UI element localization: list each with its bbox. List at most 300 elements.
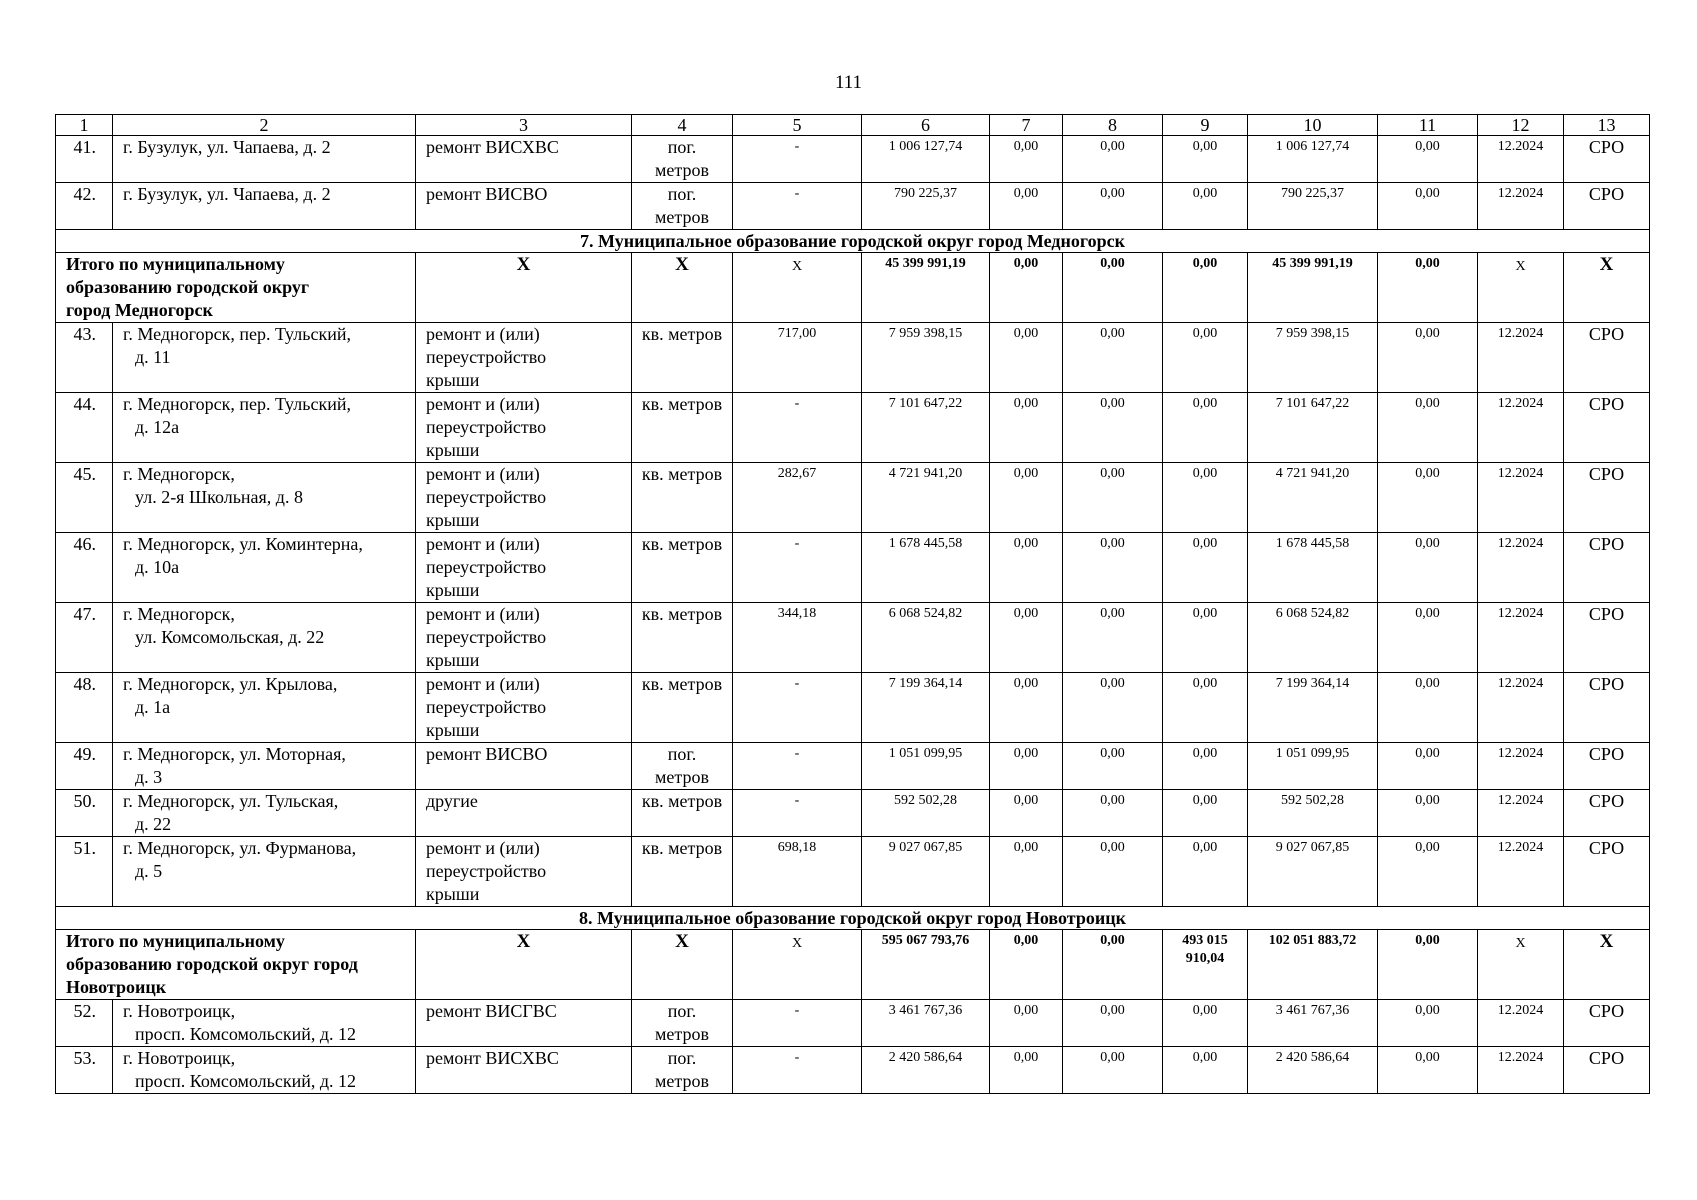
value-c9: 0,00 [1163, 136, 1248, 183]
cell-line: ремонт и (или) [426, 534, 540, 554]
total-row [56, 253, 1650, 323]
value-c9: 0,00 [1163, 790, 1248, 837]
unit-cell [632, 1000, 733, 1047]
address-line: г. Медногорск, пер. Тульский, [123, 394, 351, 414]
value-c7: 0,00 [990, 837, 1063, 907]
value-c5: 717,00 [733, 323, 862, 393]
row-number: 43. [56, 323, 113, 393]
address-line: г. Бузулук, ул. Чапаева, д. 2 [123, 184, 331, 204]
value-c11: 0,00 [1378, 533, 1478, 603]
total-c9 [1163, 930, 1248, 1000]
cell-line: 0,00 [1192, 256, 1218, 271]
value-c11: 0,00 [1378, 183, 1478, 230]
value-c10: 592 502,28 [1248, 790, 1378, 837]
address-line: г. Новотроицк, [123, 1048, 236, 1068]
value-c10: 3 461 767,36 [1248, 1000, 1378, 1047]
cell-line: ремонт ВИСХВС [426, 1048, 559, 1068]
total-label [56, 253, 416, 323]
value-c6: 7 959 398,15 [862, 323, 990, 393]
value-c6: 7 101 647,22 [862, 393, 990, 463]
address-line: г. Бузулук, ул. Чапаева, д. 2 [123, 137, 331, 157]
address-cell [113, 603, 416, 673]
address-cell [113, 463, 416, 533]
address-cell [113, 1047, 416, 1094]
value-c10: 7 199 364,14 [1248, 673, 1378, 743]
value-c11: 0,00 [1378, 673, 1478, 743]
cell-line: метров [655, 767, 709, 787]
cell-line: кв. метров [641, 838, 723, 858]
value-c6: 6 068 524,82 [862, 603, 990, 673]
value-c8: 0,00 [1063, 183, 1163, 230]
address-cell [113, 323, 416, 393]
total-c7: 0,00 [990, 253, 1063, 323]
address-line: д. 3 [135, 767, 163, 787]
value-c6: 592 502,28 [862, 790, 990, 837]
value-c12: 12.2024 [1478, 463, 1564, 533]
work-type-cell [416, 463, 632, 533]
cell-line: ремонт и (или) [426, 324, 540, 344]
executor-cell: СРО [1564, 136, 1650, 183]
value-c10: 1 051 099,95 [1248, 743, 1378, 790]
value-c11: 0,00 [1378, 323, 1478, 393]
cell-line: пог. [667, 1001, 697, 1021]
cell-line: ремонт ВИСХВС [426, 137, 559, 157]
value-c9: 0,00 [1163, 743, 1248, 790]
cell-line: крыши [426, 510, 480, 530]
total-c12: Х [1478, 930, 1564, 1000]
table-row [56, 183, 1650, 230]
column-header: 11 [1378, 115, 1478, 136]
value-c8: 0,00 [1063, 533, 1163, 603]
cell-line: крыши [426, 650, 480, 670]
value-c12: 12.2024 [1478, 673, 1564, 743]
cell-line: переустройство [426, 347, 547, 367]
value-c12: 12.2024 [1478, 183, 1564, 230]
value-c9: 0,00 [1163, 1000, 1248, 1047]
value-c6: 3 461 767,36 [862, 1000, 990, 1047]
cell-line: крыши [426, 440, 480, 460]
address-line: д. 10а [135, 557, 180, 577]
value-c8: 0,00 [1063, 323, 1163, 393]
total-c11: 0,00 [1378, 253, 1478, 323]
cell-line: метров [655, 1071, 709, 1091]
cell-line: образованию городской округ [66, 277, 310, 297]
unit-cell [632, 533, 733, 603]
table-row [56, 603, 1650, 673]
value-c5: - [733, 1000, 862, 1047]
row-number: 46. [56, 533, 113, 603]
address-cell [113, 136, 416, 183]
total-c10: 102 051 883,72 [1248, 930, 1378, 1000]
total-col-3: Х [416, 930, 632, 1000]
value-c10: 4 721 941,20 [1248, 463, 1378, 533]
value-c11: 0,00 [1378, 743, 1478, 790]
section-title: 7. Муниципальное образование городской округ город Медногорск [56, 230, 1650, 253]
value-c8: 0,00 [1063, 463, 1163, 533]
cell-line: кв. метров [641, 394, 723, 414]
value-c12: 12.2024 [1478, 136, 1564, 183]
unit-cell [632, 603, 733, 673]
table-row [56, 1047, 1650, 1094]
column-header: 10 [1248, 115, 1378, 136]
row-number: 47. [56, 603, 113, 673]
column-header: 1 [56, 115, 113, 136]
value-c11: 0,00 [1378, 1047, 1478, 1094]
address-cell [113, 790, 416, 837]
column-header: 12 [1478, 115, 1564, 136]
executor-cell: СРО [1564, 1047, 1650, 1094]
executor-cell: СРО [1564, 323, 1650, 393]
row-number: 42. [56, 183, 113, 230]
address-line: г. Новотроицк, [123, 1001, 236, 1021]
cell-line: метров [655, 207, 709, 227]
total-c12: Х [1478, 253, 1564, 323]
cell-line: крыши [426, 370, 480, 390]
row-number: 53. [56, 1047, 113, 1094]
value-c10: 1 006 127,74 [1248, 136, 1378, 183]
cell-line: метров [655, 160, 709, 180]
value-c8: 0,00 [1063, 1000, 1163, 1047]
cell-line: ремонт и (или) [426, 464, 540, 484]
header-row [56, 115, 1650, 136]
value-c9: 0,00 [1163, 1047, 1248, 1094]
value-c6: 790 225,37 [862, 183, 990, 230]
value-c5: - [733, 743, 862, 790]
page-number: 111 [834, 72, 863, 93]
table-row [56, 533, 1650, 603]
cell-line: крыши [426, 720, 480, 740]
cell-line: кв. метров [641, 324, 723, 344]
total-col-5: Х [733, 253, 862, 323]
row-number: 41. [56, 136, 113, 183]
value-c9: 0,00 [1163, 463, 1248, 533]
value-c6: 9 027 067,85 [862, 837, 990, 907]
value-c9: 0,00 [1163, 393, 1248, 463]
cell-line: образованию городской округ город [66, 954, 358, 974]
value-c7: 0,00 [990, 533, 1063, 603]
value-c10: 9 027 067,85 [1248, 837, 1378, 907]
unit-cell [632, 323, 733, 393]
value-c8: 0,00 [1063, 673, 1163, 743]
column-header: 9 [1163, 115, 1248, 136]
executor-cell: СРО [1564, 790, 1650, 837]
address-line: просп. Комсомольский, д. 12 [135, 1024, 357, 1044]
value-c9: 0,00 [1163, 837, 1248, 907]
address-line: г. Медногорск, ул. Коминтерна, [123, 534, 363, 554]
cell-line: кв. метров [641, 464, 723, 484]
cell-line: Итого по муниципальному [66, 931, 285, 951]
column-header: 3 [416, 115, 632, 136]
cell-line: переустройство [426, 627, 547, 647]
row-number: 50. [56, 790, 113, 837]
value-c8: 0,00 [1063, 743, 1163, 790]
value-c7: 0,00 [990, 743, 1063, 790]
value-c5: - [733, 136, 862, 183]
value-c7: 0,00 [990, 1000, 1063, 1047]
value-c12: 12.2024 [1478, 743, 1564, 790]
value-c5: - [733, 393, 862, 463]
total-row [56, 930, 1650, 1000]
value-c7: 0,00 [990, 1047, 1063, 1094]
work-type-cell [416, 837, 632, 907]
cell-line: ремонт и (или) [426, 394, 540, 414]
value-c12: 12.2024 [1478, 393, 1564, 463]
value-c11: 0,00 [1378, 463, 1478, 533]
executor-cell: СРО [1564, 837, 1650, 907]
value-c7: 0,00 [990, 790, 1063, 837]
cell-line: ремонт и (или) [426, 604, 540, 624]
value-c9: 0,00 [1163, 533, 1248, 603]
table-row [56, 743, 1650, 790]
value-c7: 0,00 [990, 323, 1063, 393]
value-c5: - [733, 790, 862, 837]
value-c8: 0,00 [1063, 136, 1163, 183]
row-number: 52. [56, 1000, 113, 1047]
address-line: д. 11 [135, 347, 171, 367]
total-c8: 0,00 [1063, 253, 1163, 323]
value-c5: - [733, 1047, 862, 1094]
column-header: 6 [862, 115, 990, 136]
cell-line: ремонт и (или) [426, 838, 540, 858]
row-number: 44. [56, 393, 113, 463]
address-line: г. Медногорск, ул. Моторная, [123, 744, 346, 764]
value-c7: 0,00 [990, 183, 1063, 230]
work-type-cell [416, 743, 632, 790]
total-col-4: Х [632, 253, 733, 323]
cell-line: город Медногорск [66, 300, 213, 320]
address-line: г. Медногорск, ул. Тульская, [123, 791, 339, 811]
address-line: г. Медногорск, [123, 464, 235, 484]
cell-line: переустройство [426, 417, 547, 437]
value-c9: 0,00 [1163, 673, 1248, 743]
work-type-cell [416, 1000, 632, 1047]
cell-line: 910,04 [1185, 951, 1225, 966]
total-col-5: Х [733, 930, 862, 1000]
value-c12: 12.2024 [1478, 1000, 1564, 1047]
value-c5: 698,18 [733, 837, 862, 907]
table-body [56, 115, 1650, 1094]
address-cell [113, 393, 416, 463]
unit-cell [632, 1047, 733, 1094]
total-c6: 45 399 991,19 [862, 253, 990, 323]
address-cell [113, 673, 416, 743]
unit-cell [632, 393, 733, 463]
cell-line: пог. [667, 744, 697, 764]
cell-line: Новотроицк [66, 977, 167, 997]
total-c13: Х [1564, 253, 1650, 323]
value-c9: 0,00 [1163, 603, 1248, 673]
value-c7: 0,00 [990, 463, 1063, 533]
cell-line: пог. [667, 137, 697, 157]
value-c8: 0,00 [1063, 790, 1163, 837]
total-c7: 0,00 [990, 930, 1063, 1000]
value-c6: 1 678 445,58 [862, 533, 990, 603]
value-c12: 12.2024 [1478, 790, 1564, 837]
value-c9: 0,00 [1163, 323, 1248, 393]
cell-line: метров [655, 1024, 709, 1044]
row-number: 49. [56, 743, 113, 790]
column-header: 4 [632, 115, 733, 136]
value-c6: 1 006 127,74 [862, 136, 990, 183]
repair-program-table [55, 114, 1650, 1094]
value-c11: 0,00 [1378, 393, 1478, 463]
total-c9 [1163, 253, 1248, 323]
value-c6: 7 199 364,14 [862, 673, 990, 743]
address-line: г. Медногорск, ул. Крылова, [123, 674, 338, 694]
value-c5: - [733, 183, 862, 230]
executor-cell: СРО [1564, 393, 1650, 463]
table-row [56, 837, 1650, 907]
value-c7: 0,00 [990, 393, 1063, 463]
address-line: д. 1а [135, 697, 171, 717]
total-c11: 0,00 [1378, 930, 1478, 1000]
column-header: 7 [990, 115, 1063, 136]
address-line: г. Медногорск, пер. Тульский, [123, 324, 351, 344]
value-c9: 0,00 [1163, 183, 1248, 230]
work-type-cell [416, 136, 632, 183]
row-number: 45. [56, 463, 113, 533]
address-cell [113, 1000, 416, 1047]
value-c11: 0,00 [1378, 136, 1478, 183]
address-line: д. 12а [135, 417, 180, 437]
value-c11: 0,00 [1378, 1000, 1478, 1047]
work-type-cell [416, 183, 632, 230]
cell-line: 493 015 [1182, 933, 1228, 948]
value-c10: 790 225,37 [1248, 183, 1378, 230]
executor-cell: СРО [1564, 603, 1650, 673]
executor-cell: СРО [1564, 533, 1650, 603]
cell-line: переустройство [426, 557, 547, 577]
value-c5: - [733, 673, 862, 743]
value-c11: 0,00 [1378, 790, 1478, 837]
cell-line: Итого по муниципальному [66, 254, 285, 274]
cell-line: пог. [667, 1048, 697, 1068]
work-type-cell [416, 323, 632, 393]
value-c12: 12.2024 [1478, 837, 1564, 907]
address-cell [113, 533, 416, 603]
unit-cell [632, 463, 733, 533]
work-type-cell [416, 533, 632, 603]
value-c6: 2 420 586,64 [862, 1047, 990, 1094]
address-cell [113, 743, 416, 790]
value-c10: 6 068 524,82 [1248, 603, 1378, 673]
section-header-row [56, 230, 1650, 253]
value-c6: 1 051 099,95 [862, 743, 990, 790]
cell-line: другие [426, 791, 478, 811]
total-col-4: Х [632, 930, 733, 1000]
table-row [56, 673, 1650, 743]
cell-line: ремонт ВИСВО [426, 744, 548, 764]
total-col-3: Х [416, 253, 632, 323]
value-c8: 0,00 [1063, 1047, 1163, 1094]
value-c7: 0,00 [990, 603, 1063, 673]
unit-cell [632, 837, 733, 907]
total-c6: 595 067 793,76 [862, 930, 990, 1000]
value-c12: 12.2024 [1478, 323, 1564, 393]
total-c8: 0,00 [1063, 930, 1163, 1000]
cell-line: кв. метров [641, 604, 723, 624]
value-c12: 12.2024 [1478, 603, 1564, 673]
table-row [56, 790, 1650, 837]
cell-line: кв. метров [641, 534, 723, 554]
column-header: 8 [1063, 115, 1163, 136]
cell-line: переустройство [426, 487, 547, 507]
executor-cell: СРО [1564, 183, 1650, 230]
table-row [56, 1000, 1650, 1047]
total-c13: Х [1564, 930, 1650, 1000]
cell-line: переустройство [426, 697, 547, 717]
value-c10: 7 101 647,22 [1248, 393, 1378, 463]
unit-cell [632, 743, 733, 790]
value-c12: 12.2024 [1478, 1047, 1564, 1094]
table-row [56, 136, 1650, 183]
address-line: ул. 2-я Школьная, д. 8 [135, 487, 303, 507]
address-line: г. Медногорск, ул. Фурманова, [123, 838, 357, 858]
work-type-cell [416, 790, 632, 837]
unit-cell [632, 790, 733, 837]
column-header: 13 [1564, 115, 1650, 136]
section-title: 8. Муниципальное образование городской округ город Новотроицк [56, 907, 1650, 930]
cell-line: кв. метров [641, 674, 723, 694]
value-c8: 0,00 [1063, 393, 1163, 463]
address-cell [113, 183, 416, 230]
cell-line: ремонт ВИСВО [426, 184, 548, 204]
cell-line: кв. метров [641, 791, 723, 811]
value-c7: 0,00 [990, 136, 1063, 183]
section-header-row [56, 907, 1650, 930]
value-c8: 0,00 [1063, 603, 1163, 673]
table-row [56, 463, 1650, 533]
executor-cell: СРО [1564, 463, 1650, 533]
unit-cell [632, 136, 733, 183]
cell-line: пог. [667, 184, 697, 204]
column-header: 2 [113, 115, 416, 136]
value-c5: 282,67 [733, 463, 862, 533]
cell-line: крыши [426, 580, 480, 600]
work-type-cell [416, 603, 632, 673]
value-c7: 0,00 [990, 673, 1063, 743]
value-c8: 0,00 [1063, 837, 1163, 907]
unit-cell [632, 673, 733, 743]
value-c10: 7 959 398,15 [1248, 323, 1378, 393]
row-number: 51. [56, 837, 113, 907]
value-c11: 0,00 [1378, 603, 1478, 673]
work-type-cell [416, 393, 632, 463]
value-c12: 12.2024 [1478, 533, 1564, 603]
address-line: д. 5 [135, 861, 163, 881]
table-row [56, 393, 1650, 463]
cell-line: ремонт ВИСГВС [426, 1001, 557, 1021]
cell-line: крыши [426, 884, 480, 904]
table-row [56, 323, 1650, 393]
value-c10: 1 678 445,58 [1248, 533, 1378, 603]
unit-cell [632, 183, 733, 230]
work-type-cell [416, 673, 632, 743]
row-number: 48. [56, 673, 113, 743]
cell-line: ремонт и (или) [426, 674, 540, 694]
column-header: 5 [733, 115, 862, 136]
total-c10: 45 399 991,19 [1248, 253, 1378, 323]
value-c10: 2 420 586,64 [1248, 1047, 1378, 1094]
executor-cell: СРО [1564, 1000, 1650, 1047]
address-line: г. Медногорск, [123, 604, 235, 624]
value-c5: 344,18 [733, 603, 862, 673]
address-line: д. 22 [135, 814, 172, 834]
address-line: просп. Комсомольский, д. 12 [135, 1071, 357, 1091]
address-line: ул. Комсомольская, д. 22 [135, 627, 325, 647]
value-c11: 0,00 [1378, 837, 1478, 907]
value-c5: - [733, 533, 862, 603]
